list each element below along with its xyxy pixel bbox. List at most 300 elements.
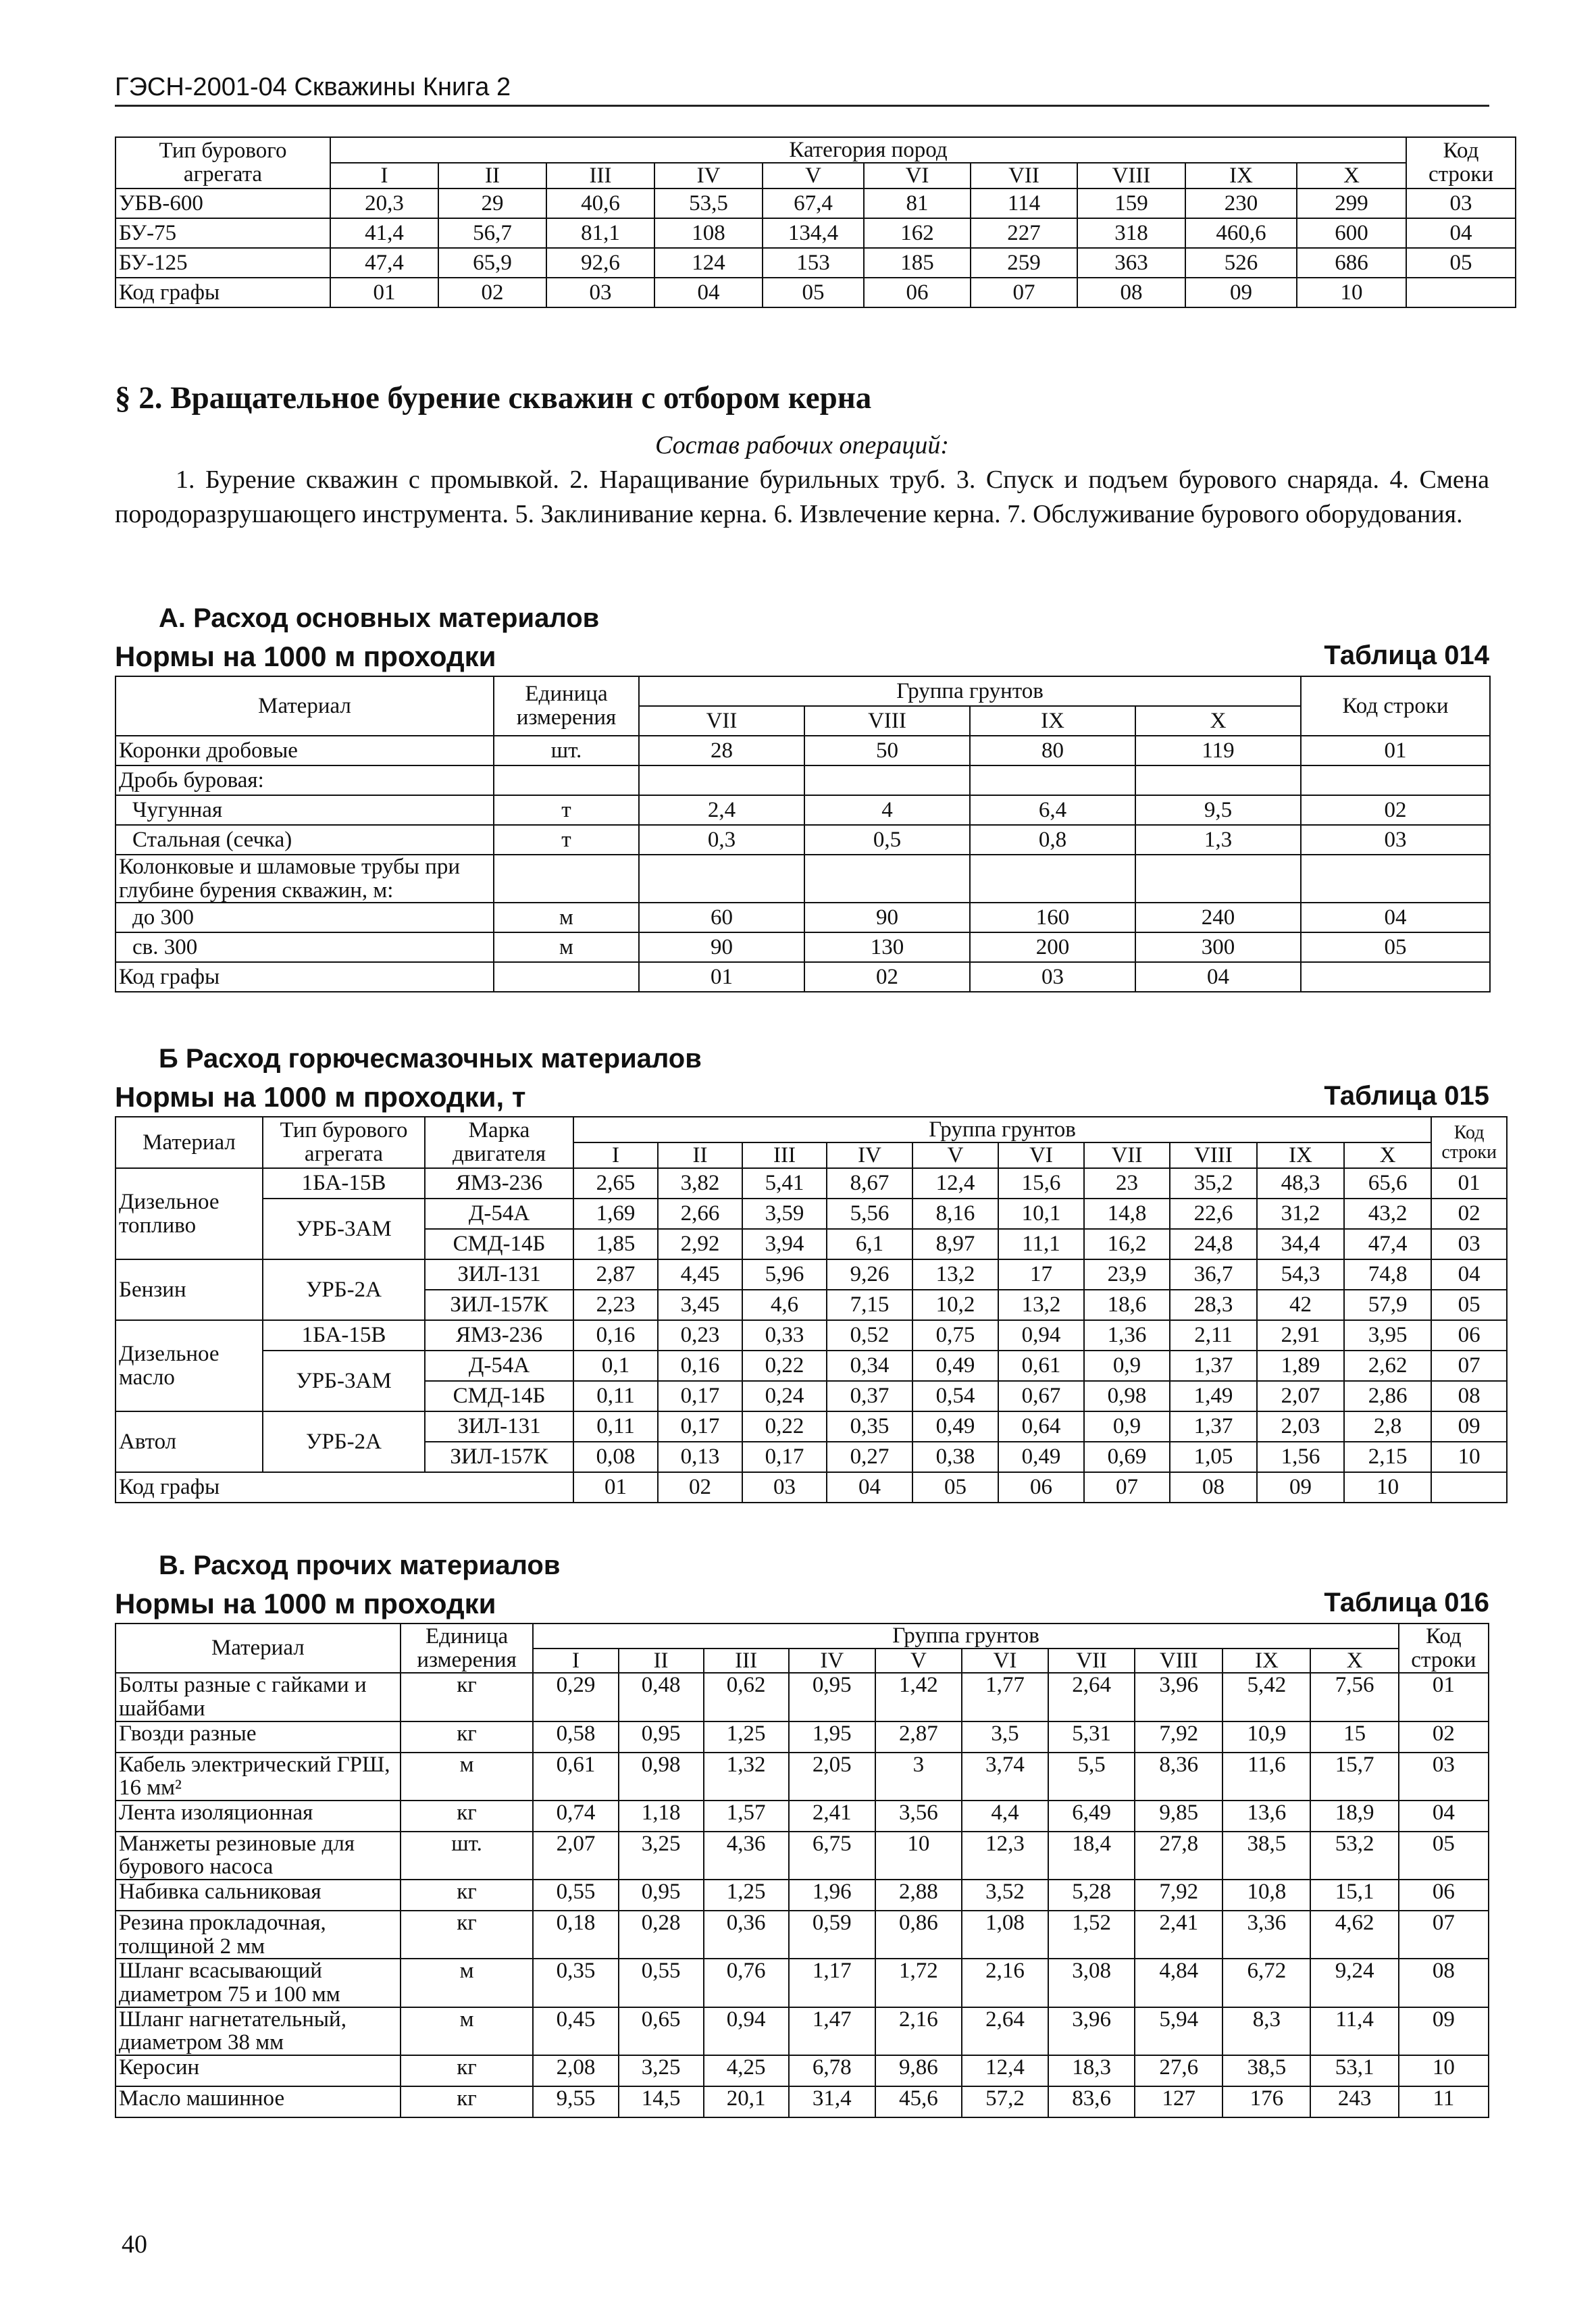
table-cell: 6,49 bbox=[1048, 1801, 1135, 1832]
table-cell: 18,3 bbox=[1048, 2055, 1135, 2086]
table-cell: 43,2 bbox=[1344, 1199, 1431, 1229]
composition-text: 1. Бурение скважин с промывкой. 2. Наращивание бурильных труб. 3. Спуск и подъем бурового снаряда. 4. Смена породоразрушающего инструмента. 5. Заклинивание керна. 6. Извлечение керна. 7. Обслуживание бурового оборудования. bbox=[115, 466, 1489, 528]
table-cell: 0,29 bbox=[533, 1673, 618, 1721]
table-row bbox=[115, 1351, 1507, 1381]
table-cell: 90 bbox=[639, 932, 804, 962]
table-row bbox=[115, 1721, 1489, 1753]
table-cell: 2,07 bbox=[1257, 1381, 1344, 1411]
table-cell: 2,87 bbox=[875, 1721, 962, 1753]
table-cell: 9,26 bbox=[827, 1259, 912, 1290]
table-row bbox=[115, 795, 1490, 825]
page-number: 40 bbox=[122, 2230, 147, 2259]
drill-type-label: 1БА-15В bbox=[263, 1320, 425, 1351]
table-cell: 41,4 bbox=[330, 218, 438, 248]
table-cell: 3,96 bbox=[1048, 2007, 1135, 2055]
table-cell: 526 bbox=[1185, 248, 1297, 278]
table-cell: 13,2 bbox=[998, 1290, 1084, 1320]
table-cell: ЯМЗ-236 bbox=[425, 1168, 573, 1199]
norm-title-016: Нормы на 1000 м проходки bbox=[115, 1588, 496, 1619]
table-cell: 03 bbox=[1399, 1753, 1489, 1801]
table-cell: 0,76 bbox=[704, 1959, 789, 2007]
table-cell: 01 bbox=[639, 962, 804, 992]
table-cell: 10 bbox=[1297, 278, 1406, 307]
row-label: БУ-125 bbox=[115, 248, 330, 278]
table-cell: 2,64 bbox=[962, 2007, 1048, 2055]
category-header: III bbox=[546, 163, 654, 188]
table-cell: 7,56 bbox=[1310, 1673, 1398, 1721]
table-cell: 08 bbox=[1077, 278, 1185, 307]
table-cell: 0,35 bbox=[533, 1959, 618, 2007]
group-header: IV bbox=[827, 1142, 912, 1168]
table-cell: 460,6 bbox=[1185, 218, 1297, 248]
row-label: Болты разные с гайками и шайбами bbox=[115, 1673, 401, 1721]
table-row bbox=[115, 903, 1490, 932]
table-row bbox=[115, 1673, 1489, 1721]
table-cell: 1,56 bbox=[1257, 1442, 1344, 1472]
table-cell: 1,42 bbox=[875, 1673, 962, 1721]
table-cell: 2,05 bbox=[789, 1753, 875, 1801]
table-cell: 0,61 bbox=[533, 1753, 618, 1801]
table-cell: 90 bbox=[804, 903, 970, 932]
table-cell: м bbox=[401, 1753, 534, 1801]
table-cell: 686 bbox=[1297, 248, 1406, 278]
table-cell: 0,45 bbox=[533, 2007, 618, 2055]
table-cell: 12,4 bbox=[962, 2055, 1048, 2086]
table-cell: 53,2 bbox=[1310, 1832, 1398, 1880]
table-cell: 159 bbox=[1077, 188, 1185, 218]
table-cell: 81,1 bbox=[546, 218, 654, 248]
table-cell: 0,35 bbox=[827, 1411, 912, 1442]
table-cell: 5,41 bbox=[742, 1168, 827, 1199]
header-material: Материал bbox=[115, 676, 494, 736]
table-cell: 0,22 bbox=[742, 1351, 827, 1381]
header-drill-type: Тип бурового агрегата bbox=[263, 1117, 425, 1168]
table-cell: 6,78 bbox=[789, 2055, 875, 2086]
table-cell: 4,62 bbox=[1310, 1911, 1398, 1959]
table-cell bbox=[804, 855, 970, 903]
table-cell: 54,3 bbox=[1257, 1259, 1344, 1290]
table-cell: 4 bbox=[804, 795, 970, 825]
drill-type-label: УРБ-3АМ bbox=[263, 1351, 425, 1411]
table-cell: 130 bbox=[804, 932, 970, 962]
group-header: X bbox=[1135, 706, 1301, 736]
table-cell: м bbox=[401, 2007, 534, 2055]
table-cell bbox=[1135, 765, 1301, 795]
subtitle-main-materials: А. Расход основных материалов bbox=[159, 603, 600, 633]
table-cell: 0,18 bbox=[533, 1911, 618, 1959]
composition-title: Состав рабочих операций: bbox=[654, 431, 949, 459]
table-015 bbox=[115, 1116, 1508, 1503]
table-cell: 7,15 bbox=[827, 1290, 912, 1320]
table-cell: 0,16 bbox=[573, 1320, 658, 1351]
table-cell: 0,75 bbox=[912, 1320, 998, 1351]
material-label: Дизельное масло bbox=[115, 1320, 263, 1411]
table-cell: 10 bbox=[875, 1832, 962, 1880]
subtitle-other-materials: В. Расход прочих материалов bbox=[159, 1551, 561, 1580]
table-row bbox=[115, 2055, 1489, 2086]
row-label: УБВ-600 bbox=[115, 188, 330, 218]
row-label: Коронки дробовые bbox=[115, 736, 494, 765]
table-cell: 1,49 bbox=[1170, 1381, 1257, 1411]
table-row bbox=[115, 1411, 1507, 1442]
table-cell: 1,95 bbox=[789, 1721, 875, 1753]
table-cell: 10 bbox=[1344, 1472, 1431, 1503]
table-cell: 5,28 bbox=[1048, 1880, 1135, 1911]
table-cell: 3,94 bbox=[742, 1229, 827, 1259]
table-cell bbox=[1301, 855, 1490, 903]
table-cell: м bbox=[401, 1959, 534, 2007]
table-cell bbox=[1406, 278, 1516, 307]
table-cell: 15,1 bbox=[1310, 1880, 1398, 1911]
table-cell: 5,5 bbox=[1048, 1753, 1135, 1801]
group-header: IX bbox=[970, 706, 1135, 736]
table-cell: 45,6 bbox=[875, 2086, 962, 2117]
table-cell: 0,95 bbox=[619, 1880, 704, 1911]
table-cell: 31,2 bbox=[1257, 1199, 1344, 1229]
table-cell: 4,6 bbox=[742, 1290, 827, 1320]
table-cell: 07 bbox=[1084, 1472, 1170, 1503]
table-cell: 3,25 bbox=[619, 2055, 704, 2086]
table-cell: 0,11 bbox=[573, 1411, 658, 1442]
table-cell: 34,4 bbox=[1257, 1229, 1344, 1259]
table-cell: ЗИЛ-131 bbox=[425, 1411, 573, 1442]
table-cell: 176 bbox=[1222, 2086, 1310, 2117]
table-cell: ЗИЛ-157К bbox=[425, 1290, 573, 1320]
table-cell: 0,17 bbox=[658, 1381, 742, 1411]
table-cell: 50 bbox=[804, 736, 970, 765]
table-cell: 05 bbox=[1431, 1290, 1507, 1320]
table-cell: 04 bbox=[1301, 903, 1490, 932]
table-cell: ЗИЛ-157К bbox=[425, 1442, 573, 1472]
table-cell: 15,6 bbox=[998, 1168, 1084, 1199]
table-cell: 0,98 bbox=[1084, 1381, 1170, 1411]
group-header: I bbox=[533, 1649, 618, 1674]
table-cell: 67,4 bbox=[763, 188, 864, 218]
table-row bbox=[115, 1753, 1489, 1801]
table-cell: 0,5 bbox=[804, 825, 970, 855]
table-cell: кг bbox=[401, 1880, 534, 1911]
table-cell: 0,37 bbox=[827, 1381, 912, 1411]
table-cell: 0,67 bbox=[998, 1381, 1084, 1411]
table-cell: 53,5 bbox=[654, 188, 763, 218]
table-cell: т bbox=[494, 795, 639, 825]
table-cell: 2,64 bbox=[1048, 1673, 1135, 1721]
table-cell bbox=[494, 855, 639, 903]
group-header: VIII bbox=[1135, 1649, 1222, 1674]
table-row bbox=[115, 218, 1516, 248]
table-cell: 81 bbox=[864, 188, 971, 218]
code-row bbox=[115, 1472, 1507, 1503]
table-cell: 2,66 bbox=[658, 1199, 742, 1229]
table-cell: 2,62 bbox=[1344, 1351, 1431, 1381]
table-cell: 243 bbox=[1310, 2086, 1398, 2117]
group-header: V bbox=[875, 1649, 962, 1674]
table-cell: 2,16 bbox=[875, 2007, 962, 2055]
table-cell: 15 bbox=[1310, 1721, 1398, 1753]
table-cell: 9,55 bbox=[533, 2086, 618, 2117]
table-cell: 0,74 bbox=[533, 1801, 618, 1832]
table-cell bbox=[1431, 1472, 1507, 1503]
table-cell: 1,89 bbox=[1257, 1351, 1344, 1381]
table-cell: 299 bbox=[1297, 188, 1406, 218]
group-header: VII bbox=[1048, 1649, 1135, 1674]
code-row bbox=[115, 278, 1516, 307]
table-cell bbox=[970, 765, 1135, 795]
group-header: VIII bbox=[1170, 1142, 1257, 1168]
table-cell: 0,98 bbox=[619, 1753, 704, 1801]
table-cell: 03 bbox=[1431, 1229, 1507, 1259]
table-cell: 3,5 bbox=[962, 1721, 1048, 1753]
table-cell: Д-54А bbox=[425, 1199, 573, 1229]
group-header: IX bbox=[1257, 1142, 1344, 1168]
table-cell: 3 bbox=[875, 1753, 962, 1801]
table-row bbox=[115, 825, 1490, 855]
table-cell bbox=[1301, 765, 1490, 795]
table-cell: 9,85 bbox=[1135, 1801, 1222, 1832]
table-row bbox=[115, 1959, 1489, 2007]
table-cell: 114 bbox=[971, 188, 1077, 218]
group-header: II bbox=[619, 1649, 704, 1674]
table-cell: 05 bbox=[763, 278, 864, 307]
table-cell: 0,65 bbox=[619, 2007, 704, 2055]
running-header: ГЭСН-2001-04 Скважины Книга 2 bbox=[115, 73, 1489, 107]
category-header: VI bbox=[864, 163, 971, 188]
row-label: Дробь буровая: bbox=[115, 765, 494, 795]
table-cell: СМД-14Б bbox=[425, 1381, 573, 1411]
table-cell: 6,4 bbox=[970, 795, 1135, 825]
table-cell: 01 bbox=[573, 1472, 658, 1503]
table-cell: 06 bbox=[864, 278, 971, 307]
row-label: Лента изоляционная bbox=[115, 1801, 401, 1832]
table-014 bbox=[115, 676, 1491, 992]
table-cell: 09 bbox=[1185, 278, 1297, 307]
category-header: V bbox=[763, 163, 864, 188]
table-cell: 5,96 bbox=[742, 1259, 827, 1290]
table-cell: 0,34 bbox=[827, 1351, 912, 1381]
table-cell: 3,08 bbox=[1048, 1959, 1135, 2007]
header-material: Материал bbox=[115, 1624, 401, 1673]
norm-title-014: Нормы на 1000 м проходки bbox=[115, 640, 496, 672]
table-cell: 12,3 bbox=[962, 1832, 1048, 1880]
table-cell: 0,24 bbox=[742, 1381, 827, 1411]
table-cell: 2,03 bbox=[1257, 1411, 1344, 1442]
table-cell: 03 bbox=[742, 1472, 827, 1503]
table-cell: 1,17 bbox=[789, 1959, 875, 2007]
table-cell: 0,95 bbox=[619, 1721, 704, 1753]
group-header: VII bbox=[1084, 1142, 1170, 1168]
table-cell: 12,4 bbox=[912, 1168, 998, 1199]
table-cell: 04 bbox=[827, 1472, 912, 1503]
row-label: Гвозди разные bbox=[115, 1721, 401, 1753]
table-cell: 03 bbox=[1301, 825, 1490, 855]
table-cell: ЯМЗ-236 bbox=[425, 1320, 573, 1351]
table-cell: ЗИЛ-131 bbox=[425, 1259, 573, 1290]
table-cell: 09 bbox=[1431, 1411, 1507, 1442]
group-header: VIII bbox=[804, 706, 970, 736]
table-number-014: Таблица 014 bbox=[1324, 640, 1489, 670]
table-cell: 01 bbox=[330, 278, 438, 307]
table-cell: 3,45 bbox=[658, 1290, 742, 1320]
table-row bbox=[115, 1880, 1489, 1911]
table-cell: 7,92 bbox=[1135, 1721, 1222, 1753]
table-cell: 1,72 bbox=[875, 1959, 962, 2007]
table-cell: 3,25 bbox=[619, 1832, 704, 1880]
table-cell: 10,1 bbox=[998, 1199, 1084, 1229]
table-cell: 0,49 bbox=[998, 1442, 1084, 1472]
table-cell: 240 bbox=[1135, 903, 1301, 932]
norm-title-015: Нормы на 1000 м проходки, т bbox=[115, 1081, 526, 1113]
table-cell: 0,22 bbox=[742, 1411, 827, 1442]
table-cell: кг bbox=[401, 2055, 534, 2086]
row-label: Набивка сальниковая bbox=[115, 1880, 401, 1911]
table-cell: 0,9 bbox=[1084, 1411, 1170, 1442]
table-cell: 1,57 bbox=[704, 1801, 789, 1832]
table-cell bbox=[494, 765, 639, 795]
table-cell: м bbox=[494, 903, 639, 932]
table-cell: 3,59 bbox=[742, 1199, 827, 1229]
table-cell: 06 bbox=[1399, 1880, 1489, 1911]
material-label: Автол bbox=[115, 1411, 263, 1472]
table-cell: 2,16 bbox=[962, 1959, 1048, 2007]
table-cell: 10 bbox=[1399, 2055, 1489, 2086]
table-cell: 0,61 bbox=[998, 1351, 1084, 1381]
table-cell: 28 bbox=[639, 736, 804, 765]
table-cell: 5,31 bbox=[1048, 1721, 1135, 1753]
header-engine: Марка двигателя bbox=[425, 1117, 573, 1168]
table-cell: 10,2 bbox=[912, 1290, 998, 1320]
header-material: Материал bbox=[115, 1117, 263, 1168]
table-cell: 17 bbox=[998, 1259, 1084, 1290]
table-cell: 02 bbox=[1399, 1721, 1489, 1753]
table-cell: 1,47 bbox=[789, 2007, 875, 2055]
table-cell: кг bbox=[401, 2086, 534, 2117]
table-cell: 363 bbox=[1077, 248, 1185, 278]
table-cell: 02 bbox=[804, 962, 970, 992]
table-cell: 0,9 bbox=[1084, 1351, 1170, 1381]
header-unit: Единица измерения bbox=[401, 1624, 534, 1673]
row-label: до 300 bbox=[115, 903, 494, 932]
table-cell: 8,3 bbox=[1222, 2007, 1310, 2055]
table-cell: 134,4 bbox=[763, 218, 864, 248]
table-cell: 02 bbox=[1431, 1199, 1507, 1229]
table-cell: 9,86 bbox=[875, 2055, 962, 2086]
table-cell: 11,6 bbox=[1222, 1753, 1310, 1801]
table-row bbox=[115, 2086, 1489, 2117]
table-cell: 23 bbox=[1084, 1168, 1170, 1199]
table-cell: 09 bbox=[1257, 1472, 1344, 1503]
table-cell: 92,6 bbox=[546, 248, 654, 278]
table-cell: 227 bbox=[971, 218, 1077, 248]
table-row bbox=[115, 1832, 1489, 1880]
table-cell: 153 bbox=[763, 248, 864, 278]
group-header: X bbox=[1344, 1142, 1431, 1168]
table-cell: 3,74 bbox=[962, 1753, 1048, 1801]
table-cell: 56,7 bbox=[438, 218, 546, 248]
table-cell: 8,97 bbox=[912, 1229, 998, 1259]
row-label: св. 300 bbox=[115, 932, 494, 962]
table-cell: 20,1 bbox=[704, 2086, 789, 2117]
table-cell: 09 bbox=[1399, 2007, 1489, 2055]
table-cell bbox=[1135, 855, 1301, 903]
table-cell: 65,6 bbox=[1344, 1168, 1431, 1199]
table-cell: 48,3 bbox=[1257, 1168, 1344, 1199]
table-cell: 160 bbox=[970, 903, 1135, 932]
table-cell: кг bbox=[401, 1911, 534, 1959]
table-cell: 0,16 bbox=[658, 1351, 742, 1381]
table-cell: 10,8 bbox=[1222, 1880, 1310, 1911]
table-cell: 2,11 bbox=[1170, 1320, 1257, 1351]
table-cell: 06 bbox=[1431, 1320, 1507, 1351]
table-cell: 57,2 bbox=[962, 2086, 1048, 2117]
table-row bbox=[115, 765, 1490, 795]
table-cell: 0,17 bbox=[658, 1411, 742, 1442]
table-cell: 6,72 bbox=[1222, 1959, 1310, 2007]
header-soil-group: Группа грунтов bbox=[639, 676, 1301, 706]
table-cell: 8,67 bbox=[827, 1168, 912, 1199]
table-cell: шт. bbox=[494, 736, 639, 765]
table-cell: 65,9 bbox=[438, 248, 546, 278]
header-row-code: Код строки bbox=[1431, 1117, 1507, 1168]
table-cell: 2,92 bbox=[658, 1229, 742, 1259]
table-cell: 0,86 bbox=[875, 1911, 962, 1959]
category-header: IX bbox=[1185, 163, 1297, 188]
table-cell: 2,86 bbox=[1344, 1381, 1431, 1411]
table-cell: 05 bbox=[1406, 248, 1516, 278]
table-cell bbox=[1301, 962, 1490, 992]
table-cell: 0,23 bbox=[658, 1320, 742, 1351]
table-cell: 18,9 bbox=[1310, 1801, 1398, 1832]
table-row bbox=[115, 1911, 1489, 1959]
table-cell: 200 bbox=[970, 932, 1135, 962]
row-label: Стальная (сечка) bbox=[115, 825, 494, 855]
table-cell: 22,6 bbox=[1170, 1199, 1257, 1229]
header-row-code: Код строки bbox=[1399, 1624, 1489, 1673]
code-row-label: Код графы bbox=[115, 278, 330, 307]
table-cell bbox=[804, 765, 970, 795]
table-cell: 0,36 bbox=[704, 1911, 789, 1959]
table-row bbox=[115, 855, 1490, 903]
table-cell: м bbox=[494, 932, 639, 962]
table-cell: 04 bbox=[1406, 218, 1516, 248]
table-cell: шт. bbox=[401, 1832, 534, 1880]
table-cell: 10,9 bbox=[1222, 1721, 1310, 1753]
table-cell: 14,8 bbox=[1084, 1199, 1170, 1229]
group-header: VII bbox=[639, 706, 804, 736]
material-label: Дизельное топливо bbox=[115, 1168, 263, 1259]
material-label: Бензин bbox=[115, 1259, 263, 1320]
table-row bbox=[115, 1801, 1489, 1832]
table-cell: 16,2 bbox=[1084, 1229, 1170, 1259]
table-cell: 600 bbox=[1297, 218, 1406, 248]
table-cell: 04 bbox=[1431, 1259, 1507, 1290]
table-cell: 300 bbox=[1135, 932, 1301, 962]
table-cell: 4,45 bbox=[658, 1259, 742, 1290]
header-soil-group: Группа грунтов bbox=[533, 1624, 1398, 1649]
table-cell: 0,49 bbox=[912, 1351, 998, 1381]
table-cell: 108 bbox=[654, 218, 763, 248]
table-cell: 4,84 bbox=[1135, 1959, 1222, 2007]
table-cell: 27,8 bbox=[1135, 1832, 1222, 1880]
table-cell: 8,36 bbox=[1135, 1753, 1222, 1801]
table-cell: 7,92 bbox=[1135, 1880, 1222, 1911]
table-cell: 9,24 bbox=[1310, 1959, 1398, 2007]
table-cell: 0,62 bbox=[704, 1673, 789, 1721]
table-cell: 01 bbox=[1301, 736, 1490, 765]
header-soil-group: Группа грунтов bbox=[573, 1117, 1431, 1142]
table-cell: 23,9 bbox=[1084, 1259, 1170, 1290]
table-cell: 02 bbox=[1301, 795, 1490, 825]
table-cell: 1,25 bbox=[704, 1880, 789, 1911]
